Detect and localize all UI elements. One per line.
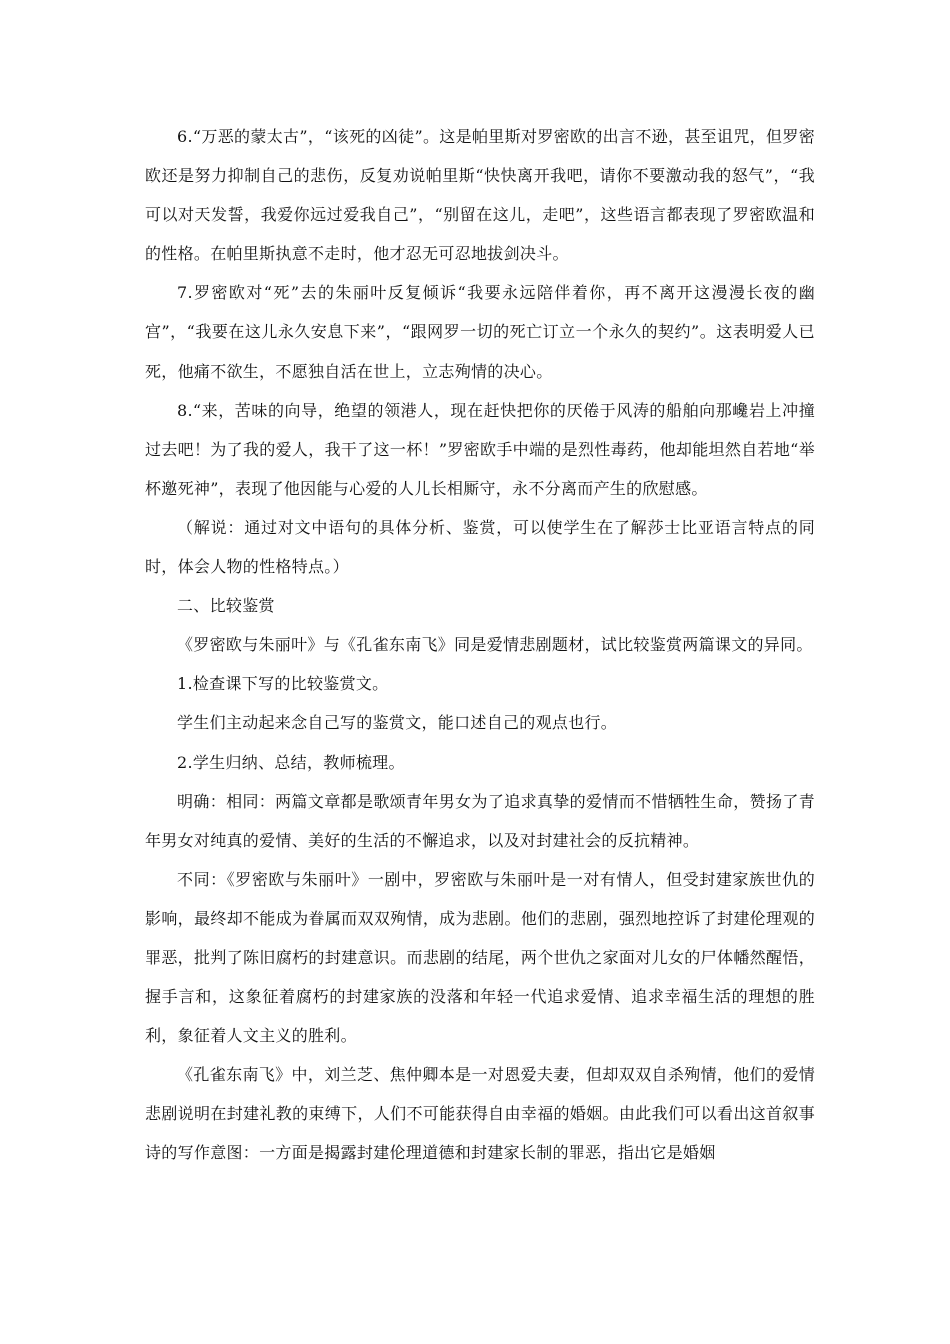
step-2: 2.学生归纳、总结，教师梳理。 <box>177 752 405 772</box>
differences-paragraph: 不同：《罗密欧与朱丽叶》一剧中，罗密欧与朱丽叶是一对有情人，但受封建家族世仇的影响，最终却不能成为眷属而双双殉情，成为悲剧。他们的悲剧，强烈地控诉了封建伦理观的罪恶，批判了陈旧腐朽的封建意识。而悲剧的结尾，两个世仇之家面对儿女的尸体幡然醒悟，握手言和，这象征着腐朽的封建家族的没落和年轻一代追求爱情、追求幸福生活的理想的胜利，象征着人文主义的胜利。 <box>145 869 815 1046</box>
paragraph-item-6: 6.“万恶的蒙太古”，“该死的凶徒”。这是帕里斯对罗密欧的出言不逊，甚至诅咒，但罗密欧还是努力抑制自己的悲伤，反复劝说帕里斯“快快离开我吧，请你不要激动我的怒气”，“我可以对天发誓，我爱你远过爱我自己”，“别留在这儿，走吧”，这些语言都表现了罗密欧温和的性格。在帕里斯执意不走时，他才忍无可忍地拔剑决斗。 <box>145 127 815 264</box>
section-heading: 二、比较鉴赏 <box>177 596 275 616</box>
step-1: 1.检查课下写的比较鉴赏文。 <box>177 674 389 694</box>
commentary-note: （解说：通过对文中语句的具体分析、鉴赏，可以使学生在了解莎士比亚语言特点的同时，体会人物的性格特点。） <box>145 517 815 577</box>
step-1-detail: 学生们主动起来念自己写的鉴赏文，能口述自己的观点也行。 <box>177 713 618 733</box>
paragraph-item-8: 8.“来，苦味的向导，绝望的领港人，现在赶快把你的厌倦于风涛的船舶向那巉岩上冲撞过去吧！为了我的爱人，我干了这一杯！”罗密欧手中端的是烈性毒药，他却能坦然自若地“举杯邀死神”，表现了他因能与心爱的人儿长相厮守，永不分离而产生的欣慰感。 <box>145 400 815 498</box>
paragraph-item-7: 7.罗密欧对“死”去的朱丽叶反复倾诉“我要永远陪伴着你，再不离开这漫漫长夜的幽宫”，“我要在这儿永久安息下来”，“跟网罗一切的死亡订立一个永久的契约”。这表明爱人已死，他痛不欲生，不愿独自活在世上，立志殉情的决心。 <box>145 283 815 381</box>
peacock-paragraph: 《孔雀东南飞》中，刘兰芝、焦仲卿本是一对恩爱夫妻，但却双双自杀殉情，他们的爱情悲剧说明在封建礼教的束缚下，人们不可能获得自由幸福的婚姻。由此我们可以看出这首叙事诗的写作意图：一方面是揭露封建伦理道德和封建家长制的罪恶，指出它是婚姻 <box>145 1065 815 1163</box>
section-intro: 《罗密欧与朱丽叶》与《孔雀东南飞》同是爱情悲剧题材，试比较鉴赏两篇课文的异同。 <box>177 635 813 655</box>
similarities-paragraph: 明确：相同：两篇文章都是歌颂青年男女为了追求真挚的爱情而不惜牺牲生命，赞扬了青年男女对纯真的爱情、美好的生活的不懈追求，以及对封建社会的反抗精神。 <box>145 791 815 850</box>
document-body <box>145 117 815 1173</box>
